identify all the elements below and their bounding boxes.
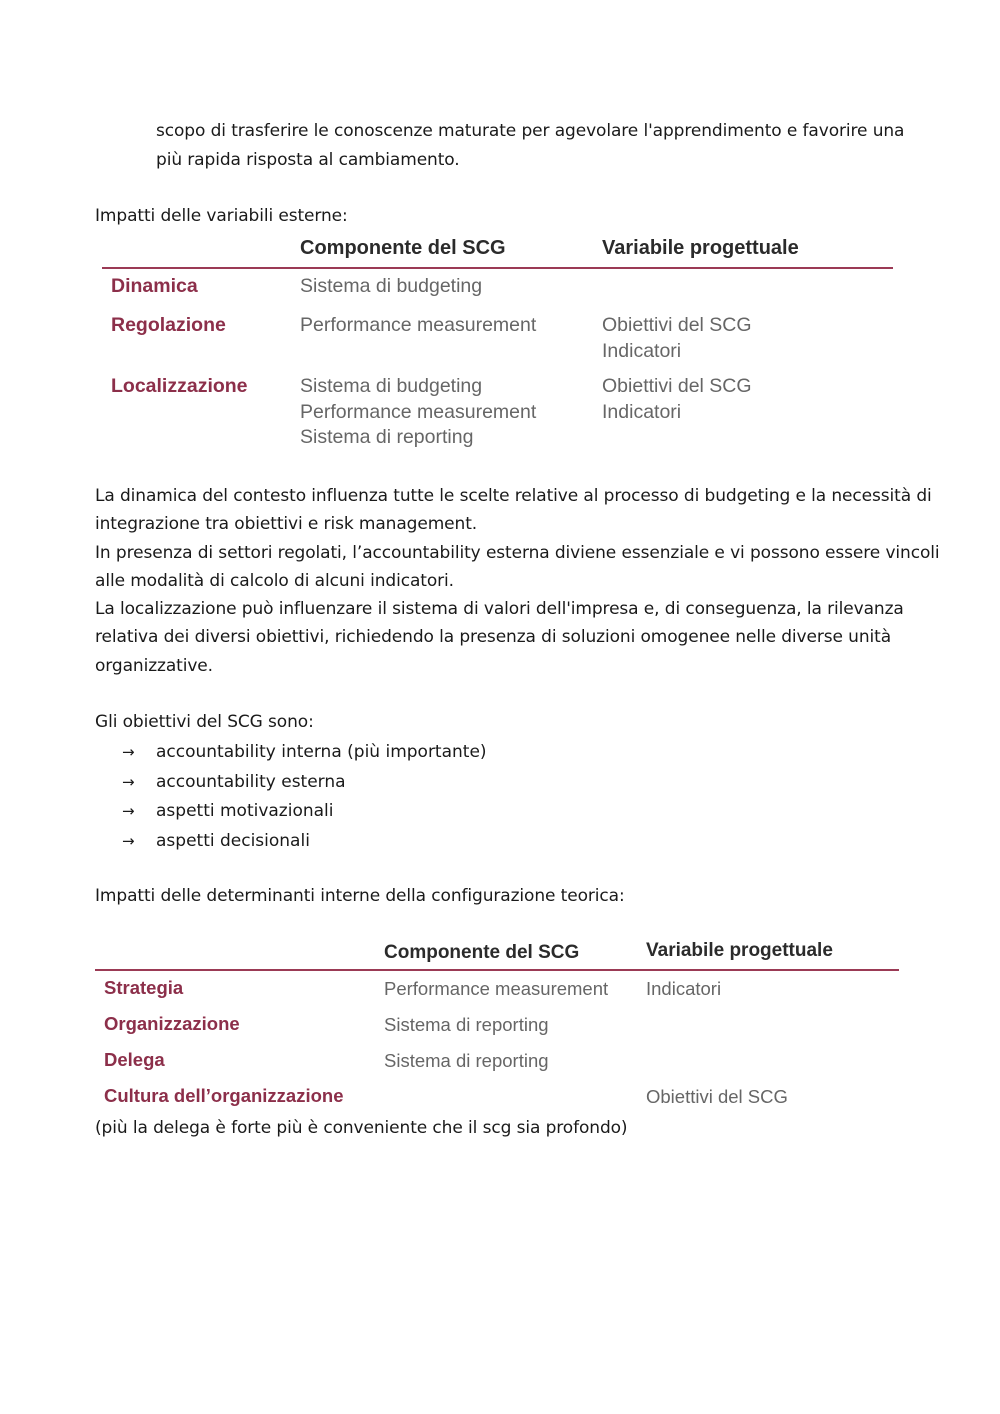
- table1-row-label: Localizzazione: [111, 375, 248, 397]
- table1-row-label: Regolazione: [111, 314, 226, 336]
- body-line: organizzative.: [95, 656, 213, 676]
- table2-cell-variabile: Obiettivi del SCG: [646, 1086, 788, 1107]
- table-note: (più la delega è forte più è conveniente che il scg sia profondo): [95, 1118, 628, 1138]
- table2-row-label: Organizzazione: [104, 1013, 240, 1034]
- table1-cell-componente: Sistema di budgeting: [300, 275, 483, 297]
- body-line: alle modalità di calcolo di alcuni indicatori.: [95, 571, 454, 591]
- table2-row-label: Cultura dell’organizzazione: [104, 1085, 344, 1106]
- section-heading-external: Impatti delle variabili esterne:: [95, 206, 348, 226]
- body-line: relativa dei diversi obiettivi, richiedendo la presenza di soluzioni omogenee nelle diverse unità: [95, 627, 892, 647]
- arrow-right-icon: →: [122, 831, 135, 850]
- body-line: La dinamica del contesto influenza tutte le scelte relative al processo di budgeting e la necessità di: [95, 486, 932, 506]
- objectives-heading: Gli obiettivi del SCG sono:: [95, 712, 314, 732]
- table2-cell-componente: Sistema di reporting: [384, 1050, 549, 1071]
- table2-cell-variabile: Indicatori: [646, 978, 722, 999]
- objectives-list: [122, 738, 487, 856]
- table1-header-componente: Componente del SCG: [300, 237, 506, 259]
- table1-cell-variabile: Obiettivi del SCG Indicatori: [602, 314, 752, 362]
- section-heading-internal: Impatti delle determinanti interne della configurazione teorica:: [95, 886, 625, 906]
- table1-row-label: Dinamica: [111, 275, 198, 297]
- table2-row-label: Delega: [104, 1049, 165, 1070]
- intro-line-1: scopo di trasferire le conoscenze maturate per agevolare l'apprendimento e favorire una: [156, 121, 905, 141]
- list-item: → aspetti decisionali: [122, 827, 487, 857]
- list-item: → accountability esterna: [122, 768, 487, 798]
- table1-header-variabile: Variabile progettuale: [602, 237, 799, 259]
- table1-cell-componente: Sistema di budgeting Performance measurement Sistema di reporting: [300, 375, 537, 448]
- body-line: integrazione tra obiettivi e risk management.: [95, 514, 478, 534]
- arrow-right-icon: →: [122, 743, 135, 761]
- arrow-right-icon: →: [122, 802, 135, 820]
- arrow-right-icon: →: [122, 772, 135, 791]
- intro-line-2: più rapida risposta al cambiamento.: [156, 150, 460, 170]
- table1-cell-componente: Performance measurement: [300, 314, 537, 336]
- table2-row-label: Strategia: [104, 977, 184, 998]
- table1-header-rule: [102, 267, 893, 269]
- list-item: → aspetti motivazionali: [122, 797, 487, 827]
- table2-cell-componente: Performance measurement: [384, 978, 609, 999]
- list-item: → accountability interna (più importante): [122, 738, 487, 768]
- table2-cell-componente: Sistema di reporting: [384, 1014, 549, 1035]
- body-line: In presenza di settori regolati, l’accountability esterna diviene essenziale e vi possono essere vincoli: [95, 543, 940, 563]
- body-line: La localizzazione può influenzare il sistema di valori dell'impresa e, di conseguenza, la rilevanza: [95, 599, 904, 619]
- table2-header-componente: Componente del SCG: [384, 942, 580, 963]
- table2-header-rule: [95, 969, 899, 971]
- table2-header-variabile: Variabile progettuale: [646, 940, 833, 961]
- table1-cell-variabile: Obiettivi del SCG Indicatori: [602, 375, 752, 423]
